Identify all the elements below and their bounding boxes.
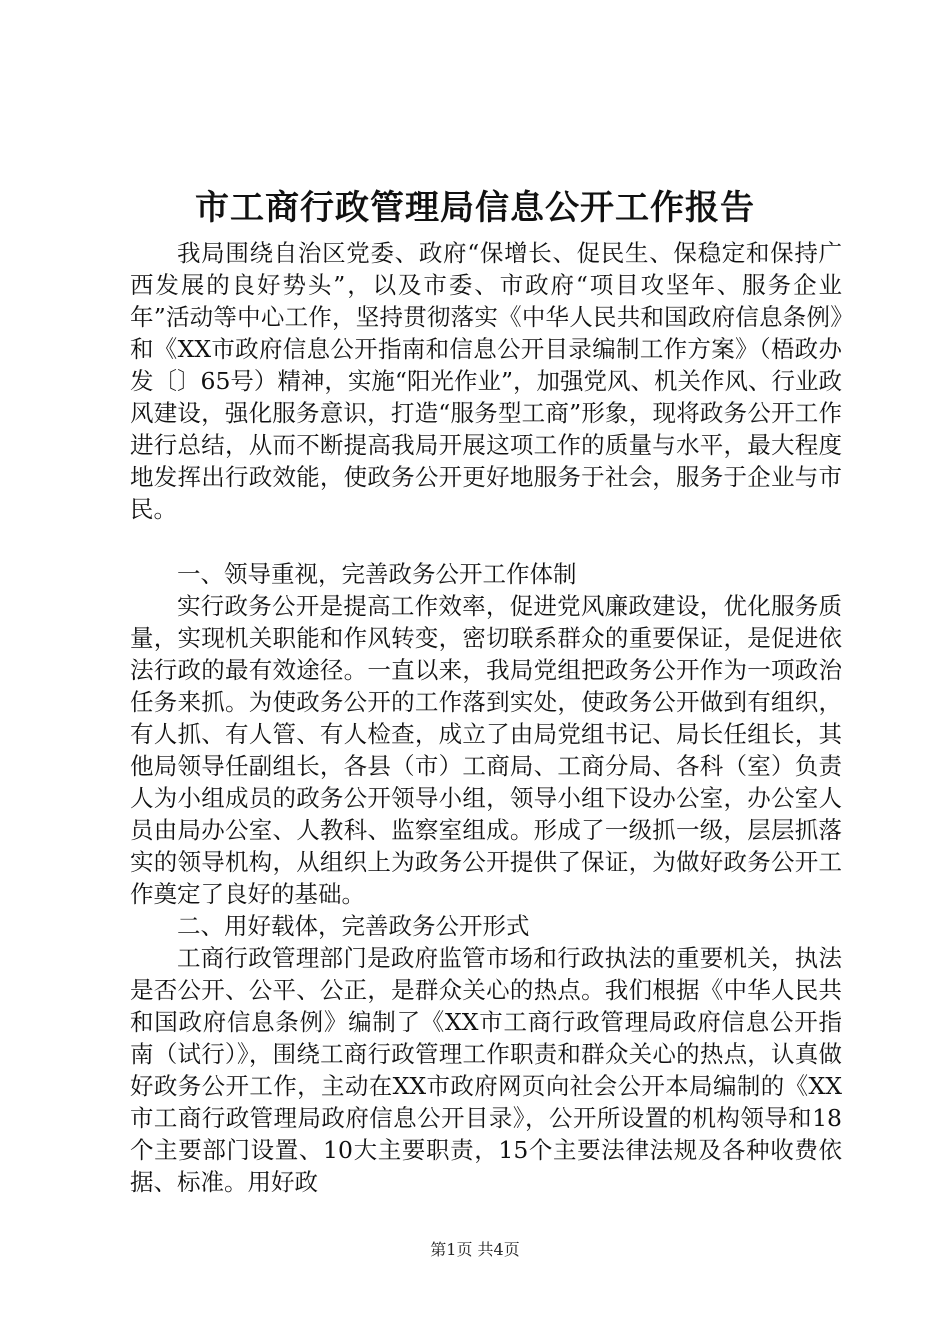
section-1-paragraph: 实行政务公开是提高工作效率，促进党风廉政建设，优化服务质量，实现机关职能和作风转变，密切联系群众的重要保证，是促进依法行政的最有效途径。一直以来，我局党组把政务公开作为一项政治任务来抓。为使政务公开的工作落到实处，使政务公开做到有组织，有人抓、有人管、有人检查，成立了由局党组书记、局长任组长，其他局领导任副组长，各县（市）工商局、工商分局、各科（室）负责人为小组成员的政务公开领导小组，领导小组下设办公室，办公室人员由局办公室、人教科、监察室组成。形成了一级抓一级，层层抓落实的领导机构，从组织上为政务公开提供了保证，为做好政务公开工作奠定了良好的基础。 [130, 592, 842, 908]
section-1-heading: 一、领导重视，完善政务公开工作体制 [177, 560, 577, 588]
paragraph-gap [130, 525, 842, 558]
document-body [130, 237, 842, 1198]
document-title: 市工商行政管理局信息公开工作报告 [195, 188, 755, 228]
page-footer: 第1页 共4页 [430, 1240, 520, 1259]
section-2-heading: 二、用好载体，完善政务公开形式 [177, 912, 530, 940]
intro-paragraph: 我局围绕自治区党委、政府“保增长、促民生、保稳定和保持广西发展的良好势头”，以及市委、市政府“项目攻坚年、服务企业年”活动等中心工作，坚持贯彻落实《中华人民共和国政府信息条例》和《XX市政府信息公开指南和信息公开目录编制工作方案》（梧政办发〔〕65号）精神，实施“阳光作业”，加强党风、机关作风、行业政风建设，强化服务意识，打造“服务型工商”形象，现将政务公开工作进行总结，从而不断提高我局开展这项工作的质量与水平，最大程度地发挥出行政效能，使政务公开更好地服务于社会，服务于企业与市民。 [130, 239, 842, 523]
section-2-paragraph: 工商行政管理部门是政府监管市场和行政执法的重要机关，执法是否公开、公平、公正，是群众关心的热点。我们根据《中华人民共和国政府信息条例》编制了《XX市工商行政管理局政府信息公开指南（试行）》，围绕工商行政管理工作职责和群众关心的热点，认真做好政务公开工作，主动在XX市政府网页向社会公开本局编制的《XX市工商行政管理局政府信息公开目录》，公开所设置的机构领导和18个主要部门设置、10大主要职责，15个主要法律法规及各种收费依据、标准。用好政 [130, 944, 842, 1196]
